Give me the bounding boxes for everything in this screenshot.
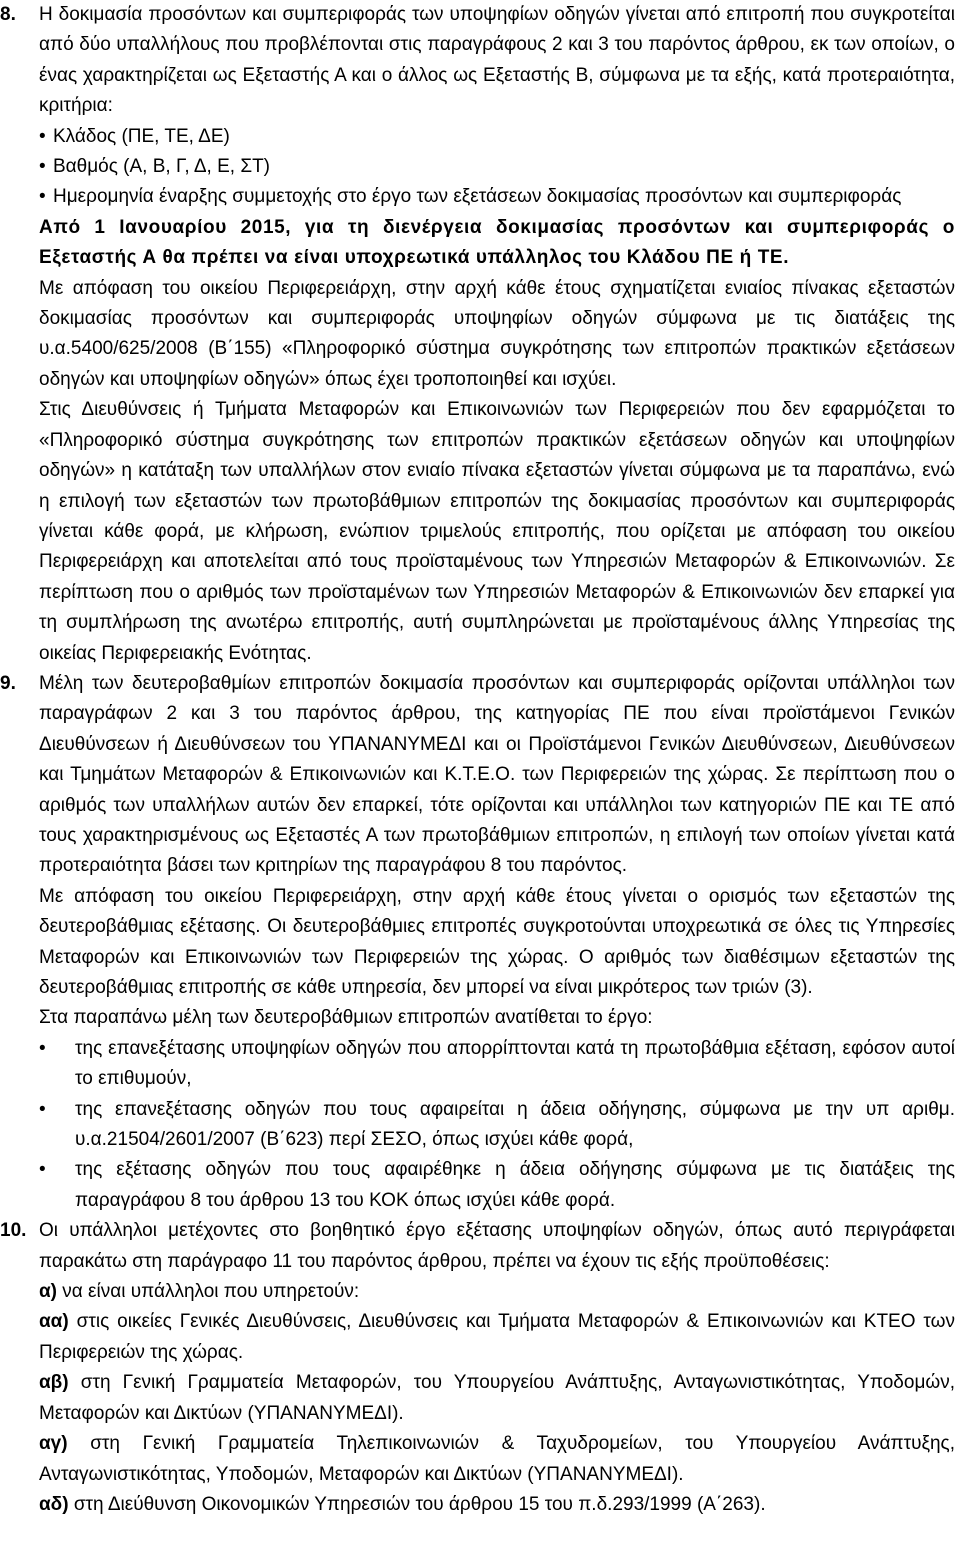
section-8-intro: Η δοκιμασία προσόντων και συμπεριφοράς των υποψηφίων οδηγών γίνεται από επιτροπή που συγκροτείται από δύο υπαλλήλους που προβλέπονται στις παραγράφους 2 και 3 του παρόντος άρθρου, εκ των οποίων, ο ένας χαρακτηρίζεται ως Εξεταστής Α και ο άλλος ως Εξεταστής Β, σύμφωνα με τα εξής, κατά προτεραιότητα, κριτήρια: <box>39 4 955 117</box>
subitem-ab: αβ) στη Γενική Γραμματεία Μεταφορών, του Υπουργείου Ανάπτυξης, Ανταγωνιστικότητας, Υποδομών, Μεταφορών και Δικτύων (ΥΠΑΝΑΝΥΜΕΔΙ). <box>39 1372 956 1424</box>
criteria-item: • Βαθμός (Α, Β, Γ, Δ, Ε, ΣΤ) <box>39 152 955 182</box>
subitem-ag: αγ) στη Γενική Γραμματεία Τηλεπικοινωνιών & Ταχυδρομείων, του Υπουργείου Ανάπτυξης, Ανταγωνιστικότητας, Υποδομών, Μεταφορών και Δικτύων (ΥΠΑΝΑΝΥΜΕΔΙ). <box>39 1433 955 1485</box>
bullet-icon: • <box>39 1159 46 1181</box>
section-8-paragraph: Με απόφαση του οικείου Περιφερειάρχη, στην αρχή κάθε έτους σχηματίζεται ενιαίος πίνακας εξεταστών δοκιμασίας προσόντων και συμπεριφοράς υποψηφίων οδηγών σύμφωνα με τις διατάξεις της υ.α.5400/625/2008 (Β΄155) «Πληροφορικό σύστημα συγκρότησης των επιτροπών πρακτικών εξετάσεων οδηγών και υποψηφίων οδηγών» όπως έχει τροποποιηθεί και ισχύει. <box>39 277 955 390</box>
section-number: 10. <box>0 1220 27 1242</box>
section-9-paragraph: Στα παραπάνω μέλη των δευτεροβάθμιων επιτροπών ανατίθεται το έργο: <box>39 1007 653 1029</box>
bullet-icon: • <box>39 186 46 208</box>
section-8 <box>0 0 960 669</box>
criteria-item: • Ημερομηνία έναρξης συμμετοχής στο έργο των εξετάσεων δοκιμασίας προσόντων και συμπεριφοράς <box>39 182 955 212</box>
section-number: 9. <box>0 672 16 694</box>
section-9-paragraph: Μέλη των δευτεροβαθμίων επιτροπών δοκιμασία προσόντων και συμπεριφοράς ορίζονται υπάλληλοι των παραγράφων 2 και 3 του παρόντος άρθρου, της κατηγορίας ΠΕ που είναι προϊστάμενοι Γενικών Διευθύνσεων ή Διευθύνσεων του ΥΠΑΝΑΝΥΜΕΔΙ και οι Προϊστάμενοι Γενικών Διευθύνσεων, Διευθύνσεων και Τμημάτων Μεταφορών & Επικοινωνιών και Κ.Τ.Ε.Ο. των Περιφερειών της χώρας. Σε περίπτωση που ο αριθμός των υπαλλήλων αυτών δεν επαρκεί, τότε ορίζονται και υπάλληλοι των κατηγοριών ΠΕ και ΤΕ από τους χαρακτηρισμένους ως Εξεταστές Α των πρωτοβάθμιων επιτροπών, η επιλογή των οποίων γίνεται κατά προτεραιότητα βάσει των κριτηρίων της παραγράφου 8 του παρόντος. <box>39 672 955 877</box>
bullet-icon: • <box>39 125 46 147</box>
bullet-icon: • <box>39 1098 46 1120</box>
subitem-a: α) να είναι υπάλληλοι που υπηρετούν: <box>39 1281 360 1303</box>
subitem-ad: αδ) στη Διεύθυνση Οικονομικών Υπηρεσιών του άρθρου 15 του π.δ.293/1999 (Α΄263). <box>39 1493 766 1515</box>
section-10 <box>0 1216 960 1520</box>
task-item: • της επανεξέτασης υποψηφίων οδηγών που απορρίπτονται κατά τη πρωτοβάθμια εξέταση, εφόσον αυτοί το επιθυμούν, <box>39 1034 955 1095</box>
section-number: 8. <box>0 4 16 25</box>
task-item: • της εξέτασης οδηγών που τους αφαιρέθηκε η άδεια οδήγησης σύμφωνα με τις διατάξεις της παραγράφου 8 του άρθρου 13 του ΚΟΚ όπως ισχύει κάθε φορά. <box>39 1155 955 1216</box>
section-9-paragraph: Με απόφαση του οικείου Περιφερειάρχη, στην αρχή κάθε έτους γίνεται ο ορισμός των εξεταστών της δευτεροβάθμιας εξέτασης. Οι δευτεροβάθμιες επιτροπές συγκροτούνται υποχρεωτικά σε όλες τις Υπηρεσίες Μεταφορών και Επικοινωνιών των Περιφερειών της χώρας. Ο αριθμός των διαθέσιμων εξεταστών της δευτεροβάθμιας επιτροπής σε κάθε υπηρεσία, δεν μπορεί να είναι μικρότερος των τριών (3). <box>39 885 955 998</box>
task-item: • της επανεξέτασης οδηγών που τους αφαιρείται η άδεια οδήγησης, σύμφωνα με την υπ αριθμ. υ.α.21504/2601/2007 (Β΄623) περί ΣΕΣΟ, όπως ισχύει κάθε φορά, <box>39 1095 955 1156</box>
bullet-icon: • <box>39 1037 46 1059</box>
bullet-icon: • <box>39 156 46 178</box>
criteria-item: • Κλάδος (ΠΕ, ΤΕ, ΔΕ) <box>39 122 955 152</box>
section-10-paragraph: Οι υπάλληλοι μετέχοντες στο βοηθητικό έργο εξέτασης υποψηφίων οδηγών, όπως αυτό περιγράφεται παρακάτω στη παράγραφο 11 του παρόντος άρθρου, πρέπει να έχουν τις εξής προϋποθέσεις: <box>39 1220 955 1272</box>
section-9 <box>0 669 960 1216</box>
subitem-aa: αα) στις οικείες Γενικές Διευθύνσεις, Διευθύνσεις και Τμήματα Μεταφορών & Επικοινωνιών και ΚΤΕΟ των Περιφερειών της χώρας. <box>39 1311 955 1363</box>
bold-note: Από 1 Ιανουαρίου 2015, για τη διενέργεια δοκιμασίας προσόντων και συμπεριφοράς ο Εξεταστής Α θα πρέπει να είναι υποχρεωτικά υπάλληλος του Κλάδου ΠΕ ή ΤΕ. <box>39 216 955 269</box>
section-8-paragraph: Στις Διευθύνσεις ή Τμήματα Μεταφορών και Επικοινωνιών των Περιφερειών που δεν εφαρμόζεται το «Πληροφορικό σύστημα συγκρότησης των επιτροπών πρακτικών εξετάσεων οδηγών και υποψηφίων οδηγών» η κατάταξη των υπαλλήλων στον ενιαίο πίνακα εξεταστών γίνεται σύμφωνα με τα παραπάνω, ενώ η επιλογή των εξεταστών των πρωτοβάθμιων επιτροπών της δοκιμασίας προσόντων και συμπεριφοράς γίνεται κάθε φορά, με κλήρωση, ενώπιον τριμελούς επιτροπής, που ορίζεται με απόφαση του οικείου Περιφερειάρχη και αποτελείται από τους προϊσταμένους των Υπηρεσιών Μεταφορών & Επικοινωνιών. Σε περίπτωση που ο αριθμός των προϊσταμένων των Υπηρεσιών Μεταφορών & Επικοινωνιών δεν επαρκεί για τη συμπλήρωση της ανωτέρω επιτροπής, αυτή συμπληρώνεται με προϊσταμένους άλλης Υπηρεσίας της οικείας Περιφερειακής Ενότητας. <box>39 399 955 664</box>
